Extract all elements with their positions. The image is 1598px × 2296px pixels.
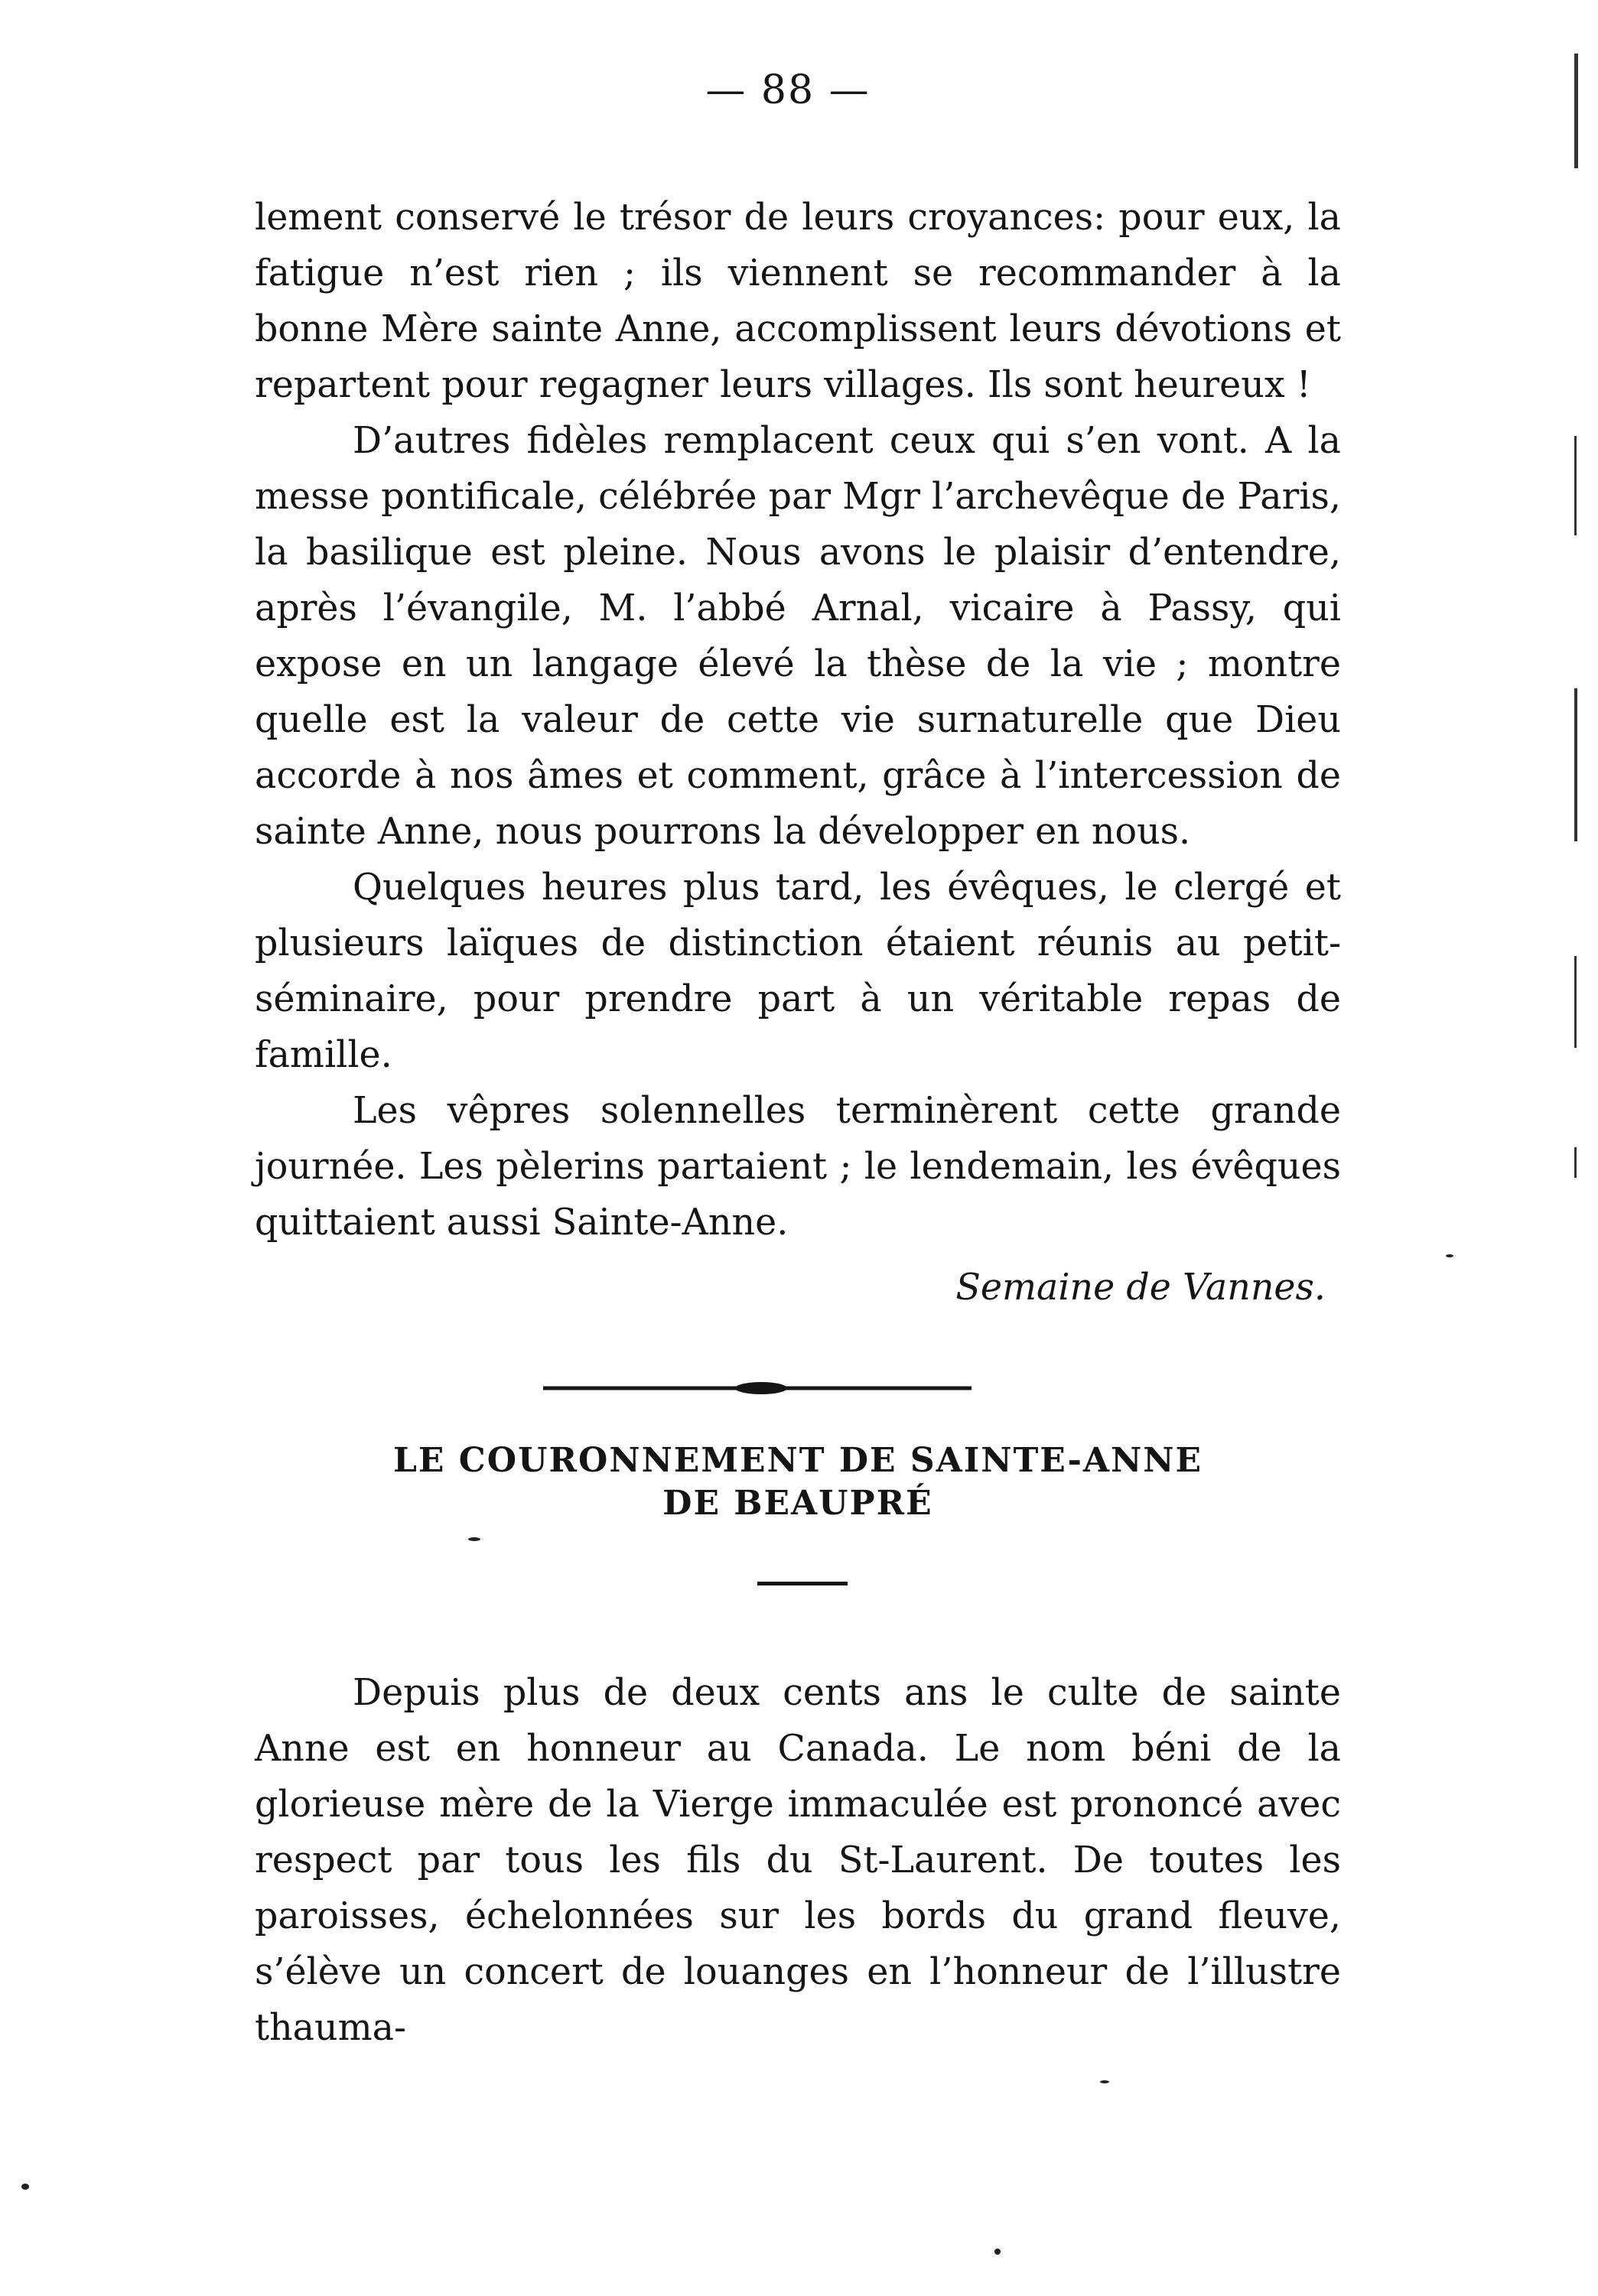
paragraph-canada-cult: Depuis plus de deux cents ans le culte de sainte Anne est en honneur au Canada. Le nom béni de la glorieuse mère de la Vierge immaculée est prononcé avec respect par tous les fils du St-Laurent. De toutes les paroisses, échelonnées sur les bords du grand fleuve, s’élève un concert de louanges en l’honneur de l’illustre thauma-	[255, 1672, 1341, 2049]
scan-speck	[21, 2184, 29, 2190]
section-heading	[255, 1439, 1341, 1525]
paragraph-pontifical-mass: D’autres fidèles remplacent ceux qui s’en vont. A la messe pontificale, célébrée par Mgr l’archevêque de Paris, la basilique est pleine. Nous avons le plaisir d’entendre, après l’évangile, M. l’abbé Arnal, vicaire à Passy, qui expose en un langage élevé la thèse de la vie ; montre quelle est la valeur de cette vie surnaturelle que Dieu accorde à nos âmes et comment, grâce à l’intercession de sainte Anne, nous pourrons la développer en nous.	[255, 420, 1341, 853]
section-heading-line-2: DE BEAUPRÉ	[662, 1484, 933, 1523]
heading-rule	[757, 1582, 848, 1585]
scan-speck	[1100, 2080, 1109, 2083]
bottom-text-block	[255, 1665, 1341, 2056]
top-text-block	[255, 190, 1341, 1315]
source-signature: Semaine de Vannes.	[955, 1267, 1326, 1309]
scan-speck	[1446, 1254, 1453, 1257]
section-ornament-divider	[543, 1377, 971, 1400]
page-number: — 88 —	[705, 67, 871, 113]
scan-speck	[468, 1537, 480, 1541]
paragraph-vespers: Les vêpres solennelles terminèrent cette grande journée. Les pèlerins partaient ; le lendemain, les évêques quittaient aussi Sainte-Anne.	[255, 1090, 1341, 1244]
scan-edge-mark	[1574, 436, 1577, 535]
scan-edge-mark	[1574, 1147, 1577, 1178]
section-heading-line-1: LE COURONNEMENT DE SAINTE-ANNE	[392, 1441, 1203, 1480]
paragraph-seminary-meal: Quelques heures plus tard, les évêques, le clergé et plusieurs laïques de distinction étaient réunis au petit-séminaire, pour prendre part à un véritable repas de famille.	[255, 867, 1341, 1076]
paragraph-continuation: lement conservé le trésor de leurs croyances: pour eux, la fatigue n’est rien ; ils viennent se recommander à la bonne Mère sainte Anne, accomplissent leurs dévotions et repartent pour regagner leurs villages. Ils sont heureux !	[255, 197, 1341, 406]
scan-edge-mark	[1574, 956, 1577, 1048]
scan-edge-mark	[1574, 54, 1578, 168]
scan-speck	[994, 2249, 1001, 2255]
scan-edge-mark	[1574, 688, 1577, 841]
